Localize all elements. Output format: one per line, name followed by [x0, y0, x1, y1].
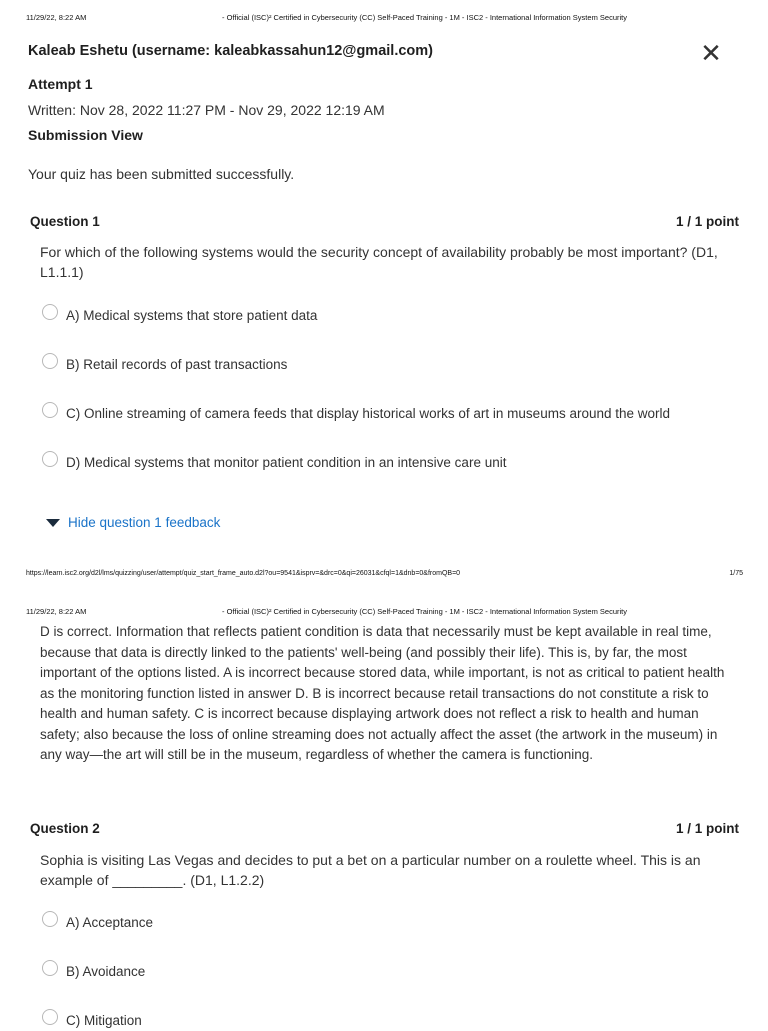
question-title: Question 1	[30, 214, 100, 229]
question-1-feedback: D is correct. Information that reflects patient condition is data that necessarily must be kept available in real time, because that data is directly linked to the patients' well-being (and possibly their life). This is, by far, the most important of the options listed. A is incorrect because stored data, while important, is not as critical to patient health as the monitoring function listed in answer D. B is incorrect because retail transactions do not constitute a risk to health and human safety. C is incorrect because displaying artwork does not reflect a risk to health and human safety; also because the loss of online streaming does not actually affect the asset (the artwork in the museum) in any way—the art will still be in the museum, regardless of whether the camera is functioning.	[40, 624, 725, 762]
radio-button[interactable]	[42, 451, 58, 467]
option-label: C) Online streaming of camera feeds that display historical works of art in museums around the world	[66, 405, 671, 421]
written-timestamp: Written: Nov 28, 2022 11:27 PM - Nov 29, 2022 12:19 AM	[28, 102, 385, 118]
hide-feedback-link[interactable]	[46, 515, 220, 530]
print-title: - Official (ISC)² Certified in Cybersecurity (CC) Self-Paced Training - 1M - ISC2 - International Information System Security	[222, 607, 627, 616]
print-footer	[26, 570, 743, 582]
option-label: B) Retail records of past transactions	[66, 356, 288, 372]
option-label: C) Mitigation	[66, 1012, 142, 1028]
question-2-option-b[interactable]	[42, 960, 145, 982]
print-header	[26, 13, 744, 25]
radio-button[interactable]	[42, 1009, 58, 1025]
option-label: B) Avoidance	[66, 963, 146, 979]
print-page-number: 1/75	[729, 570, 743, 577]
radio-button[interactable]	[42, 960, 58, 976]
radio-button[interactable]	[42, 353, 58, 369]
question-points: 1 / 1 point	[675, 821, 739, 836]
radio-button[interactable]	[42, 402, 58, 418]
submission-view-label: Submission View	[28, 127, 143, 143]
user-info: Kaleab Eshetu (username: kaleabkassahun12@gmail.com)	[28, 43, 433, 59]
print-header	[26, 607, 744, 619]
question-points: 1 / 1 point	[675, 214, 739, 229]
question-1-text: For which of the following systems would the security concept of availability probably be most important? (D1, L1.1.1)	[40, 244, 718, 280]
question-1-option-a[interactable]	[42, 304, 317, 326]
question-2-option-c[interactable]	[42, 1009, 142, 1031]
print-url: https://learn.isc2.org/d2l/lms/quizzing/user/attempt/quiz_start_frame_auto.d2l?ou=9541&isprv=&drc=0&qi=26031&cfql=1&dnb=0&fromQB=0	[26, 570, 461, 577]
question-2-header	[30, 821, 739, 836]
print-date: 11/29/22, 8:22 AM	[26, 607, 87, 616]
radio-button[interactable]	[42, 911, 58, 927]
question-1-option-c[interactable]	[42, 402, 670, 424]
submission-status: Your quiz has been submitted successfully.	[28, 166, 295, 182]
radio-button[interactable]	[42, 304, 58, 320]
print-title: - Official (ISC)² Certified in Cybersecurity (CC) Self-Paced Training - 1M - ISC2 - International Information System Security	[222, 13, 627, 22]
question-2-option-a[interactable]	[42, 911, 153, 933]
question-1-option-b[interactable]	[42, 353, 287, 375]
option-label: A) Medical systems that store patient data	[66, 307, 318, 323]
question-title: Question 2	[30, 821, 100, 836]
question-1-option-d[interactable]	[42, 451, 506, 473]
close-icon[interactable]: ✕	[700, 38, 722, 68]
hide-feedback-label: Hide question 1 feedback	[68, 515, 221, 530]
attempt-label: Attempt 1	[28, 76, 93, 92]
print-date: 11/29/22, 8:22 AM	[26, 13, 87, 22]
option-label: D) Medical systems that monitor patient condition in an intensive care unit	[66, 454, 507, 470]
caret-down-icon	[46, 519, 60, 527]
question-2-text: Sophia is visiting Las Vegas and decides to put a bet on a particular number on a roulette wheel. This is an example of _________. (D1, L1.2.2)	[40, 852, 701, 888]
option-label: A) Acceptance	[66, 914, 154, 930]
question-1-header	[30, 214, 739, 229]
